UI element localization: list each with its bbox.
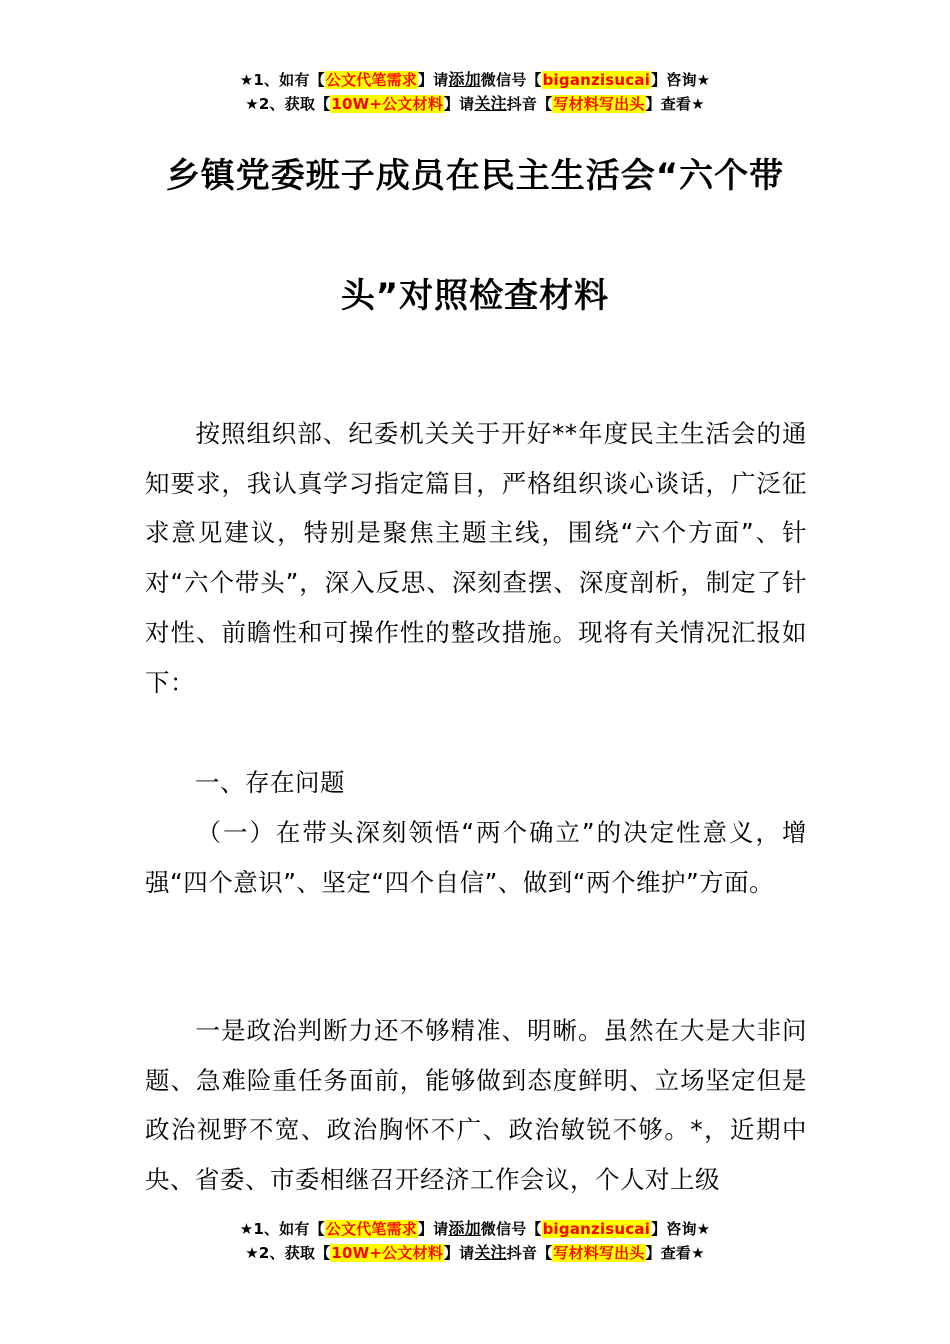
promo-underlined: 添加 <box>448 1219 481 1238</box>
body-paragraph <box>145 1006 807 1205</box>
promo-text: 微信号【 <box>480 71 542 89</box>
promo-text: ★1、如有【 <box>239 1220 325 1238</box>
promo-line-1 <box>0 1217 950 1241</box>
promo-text: ★2、获取【 <box>245 1244 331 1262</box>
promo-text: 】咨询★ <box>651 1220 711 1238</box>
promo-highlight: 写材料写出头 <box>553 1244 645 1262</box>
sub-heading-paragraph <box>145 808 807 907</box>
promo-text: 】请 <box>443 1244 475 1262</box>
promo-highlight: 10W+公文材料 <box>331 1244 443 1262</box>
promo-line-1 <box>0 68 950 92</box>
promo-highlight: 10W+公文材料 <box>331 95 443 113</box>
promo-line-2 <box>0 92 950 116</box>
body-text: 一是政治判断力还不够精准、明晰。虽然在大是大非问题、急难险重任务面前，能够做到态度鲜明、立场坚定但是政治视野不宽、政治胸怀不广、政治敏锐不够。*，近期中央、省委、市委相继召开经济工作会议，个人对上级 <box>145 1016 807 1195</box>
promo-text: 抖音【 <box>506 1244 553 1262</box>
sub-heading-text: （一）在带头深刻领悟“两个确立”的决定性意义，增强“四个意识”、坚定“四个自信”、做到“两个维护”方面。 <box>145 818 807 897</box>
promo-text: 】查看★ <box>645 95 705 113</box>
promo-text: 】请 <box>443 95 475 113</box>
promo-text: 】咨询★ <box>651 71 711 89</box>
promo-banner-bottom <box>0 1217 950 1265</box>
promo-banner-top <box>0 68 950 116</box>
promo-highlight: 公文代笔需求 <box>325 71 417 89</box>
promo-highlight: 公文代笔需求 <box>325 1220 417 1238</box>
intro-text: 按照组织部、纪委机关关于开好**年度民主生活会的通知要求，我认真学习指定篇目，严格组织谈心谈话，广泛征求意见建议，特别是聚焦主题主线，围绕“六个方面”、针对“六个带头”，深入反思、深刻查摆、深度剖析，制定了针对性、前瞻性和可操作性的整改措施。现将有关情况汇报如下： <box>145 419 807 697</box>
promo-highlight: 写材料写出头 <box>553 95 645 113</box>
section-heading-text: 一、存在问题 <box>195 768 345 797</box>
promo-text: 】请 <box>417 71 449 89</box>
intro-paragraph <box>145 409 807 707</box>
promo-text: 】查看★ <box>645 1244 705 1262</box>
promo-underlined: 添加 <box>448 70 481 89</box>
promo-text: 】请 <box>417 1220 449 1238</box>
document-title-line-1: 乡镇党委班子成员在民主生活会“六个带 <box>165 156 785 196</box>
promo-underlined: 关注 <box>474 1243 507 1262</box>
promo-highlight: biganzisucai <box>542 1220 651 1238</box>
document-title-line-2: 头”对照检查材料 <box>340 276 610 316</box>
section-heading <box>145 758 807 808</box>
promo-text: 微信号【 <box>480 1220 542 1238</box>
promo-text: ★1、如有【 <box>239 71 325 89</box>
promo-underlined: 关注 <box>474 94 507 113</box>
promo-text: ★2、获取【 <box>245 95 331 113</box>
promo-highlight: biganzisucai <box>542 71 651 89</box>
promo-text: 抖音【 <box>506 95 553 113</box>
promo-line-2 <box>0 1241 950 1265</box>
